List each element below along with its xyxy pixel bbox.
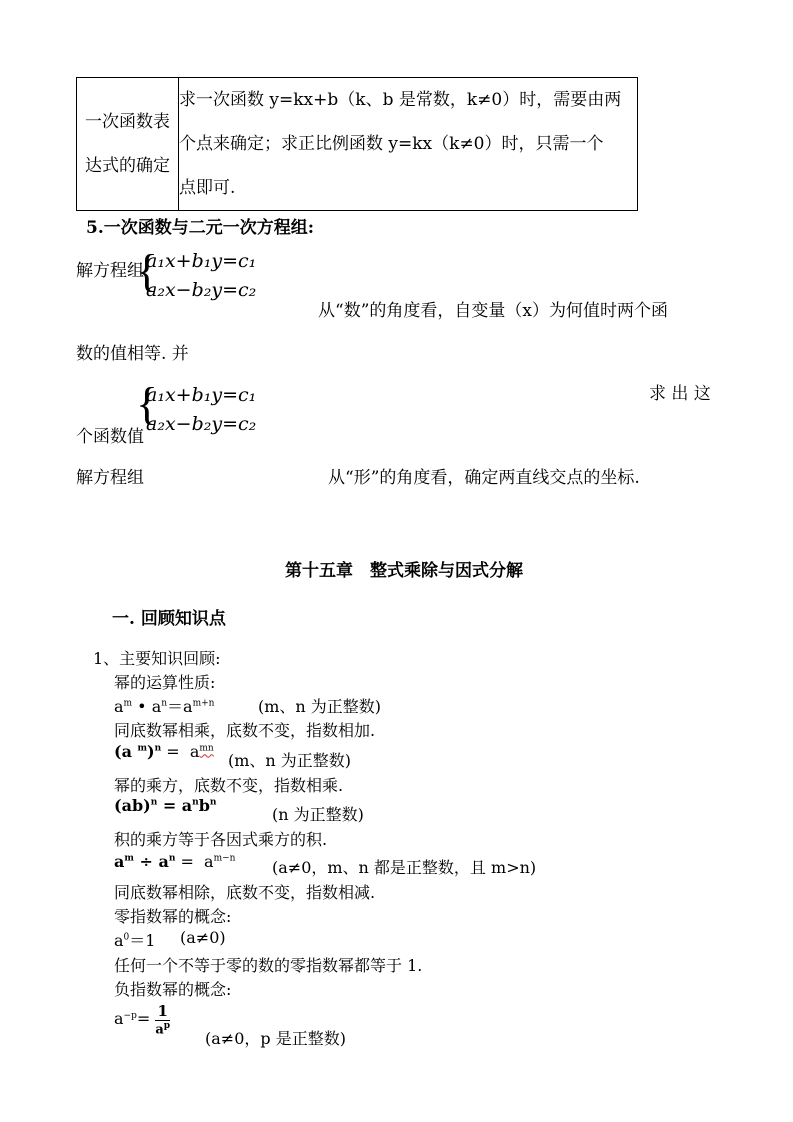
solve-label-1: 解方程组 bbox=[76, 261, 144, 281]
line-product-cond: (m、n 为正整数) bbox=[258, 697, 382, 716]
equation-1a: a₁x+b₁y=c₁ bbox=[146, 250, 257, 272]
left-brace-2: { bbox=[136, 378, 159, 429]
formula-product-power: $(ab)^n = a^nb^n$ bbox=[114, 796, 217, 815]
table-line-2: 个点来确定；求正比例函数 y=kx（k≠0）时，只需一个 bbox=[179, 134, 604, 154]
table-label-cell bbox=[77, 78, 179, 211]
line-quotient-desc: 同底数幂相除，底数不变，指数相减. bbox=[114, 883, 376, 902]
part1-heading: 一. 回顾知识点 bbox=[112, 609, 226, 629]
line-zero-concept: 零指数幂的概念: bbox=[114, 907, 232, 926]
formula-quotient-rule: $a^m \div a^n = a^{m-n}$ bbox=[114, 852, 236, 871]
line-power-properties: 幂的运算性质: bbox=[114, 673, 216, 692]
line-product-power-cond: (n 为正整数) bbox=[272, 805, 364, 824]
line-product-desc: 同底数幂相乘，底数不变，指数相加. bbox=[114, 721, 376, 740]
number-view-text: 从“数”的角度看，自变量（x）为何值时两个函 bbox=[318, 301, 668, 321]
equation-1b: a₂x−b₂y=c₂ bbox=[146, 279, 257, 301]
shape-view-text: 从“形”的角度看，确定两直线交点的坐标. bbox=[328, 468, 640, 488]
equation-2a: a₁x+b₁y=c₁ bbox=[146, 384, 257, 406]
item1-heading: 1、主要知识回顾: bbox=[93, 649, 221, 668]
line-power-cond: (m、n 为正整数) bbox=[228, 751, 352, 770]
formula-zero-power: $a^0=1$ bbox=[114, 931, 156, 950]
line-negative-concept: 负指数幂的概念: bbox=[114, 980, 232, 999]
left-brace-1: { bbox=[136, 245, 159, 296]
function-value-text: 个函数值 bbox=[76, 427, 144, 447]
number-view-cont: 数的值相等. 并 bbox=[76, 344, 189, 364]
line-power-desc: 幂的乘方，底数不变，指数相乘. bbox=[114, 776, 344, 795]
table-content-cell bbox=[179, 78, 638, 211]
line-quotient-cond: (a≠0，m、n 都是正整数，且 m>n) bbox=[272, 858, 537, 877]
formula-product-rule: $a^m$ • $a^n=a^{m+n}$ bbox=[114, 697, 215, 716]
table-line-3: 点即可. bbox=[179, 178, 236, 198]
section5-heading: 5.一次函数与二元一次方程组: bbox=[86, 218, 315, 238]
formula-power-rule: (a $^m)^n = a^{mn}$ bbox=[114, 742, 214, 761]
equation-2b: a₂x−b₂y=c₂ bbox=[146, 413, 257, 435]
find-this-text: 求 出 这 bbox=[649, 384, 711, 404]
line-negative-cond: (a≠0，p 是正整数) bbox=[205, 1029, 346, 1048]
table-line-1: 求一次函数 y=kx+b（k、b 是常数，k≠0）时，需要由两 bbox=[179, 90, 622, 110]
fraction-1-over-ap: $\frac{1}{a^p}$ bbox=[155, 1002, 171, 1038]
formula-negative-power: $a^{-p}=$ $\frac{1}{a^p}$ bbox=[114, 1002, 171, 1038]
line-product-power-desc: 积的乘方等于各因式乘方的积. bbox=[114, 830, 328, 849]
definition-table bbox=[76, 77, 638, 211]
chapter-title: 第十五章 整式乘除与因式分解 bbox=[285, 561, 523, 581]
table-label: 一次函数表达式的确定 bbox=[85, 112, 170, 176]
line-zero-desc: 任何一个不等于零的数的零指数幂都等于 1. bbox=[114, 956, 423, 975]
line-zero-cond: (a≠0) bbox=[180, 928, 226, 947]
solve-label-2: 解方程组 bbox=[76, 468, 144, 488]
